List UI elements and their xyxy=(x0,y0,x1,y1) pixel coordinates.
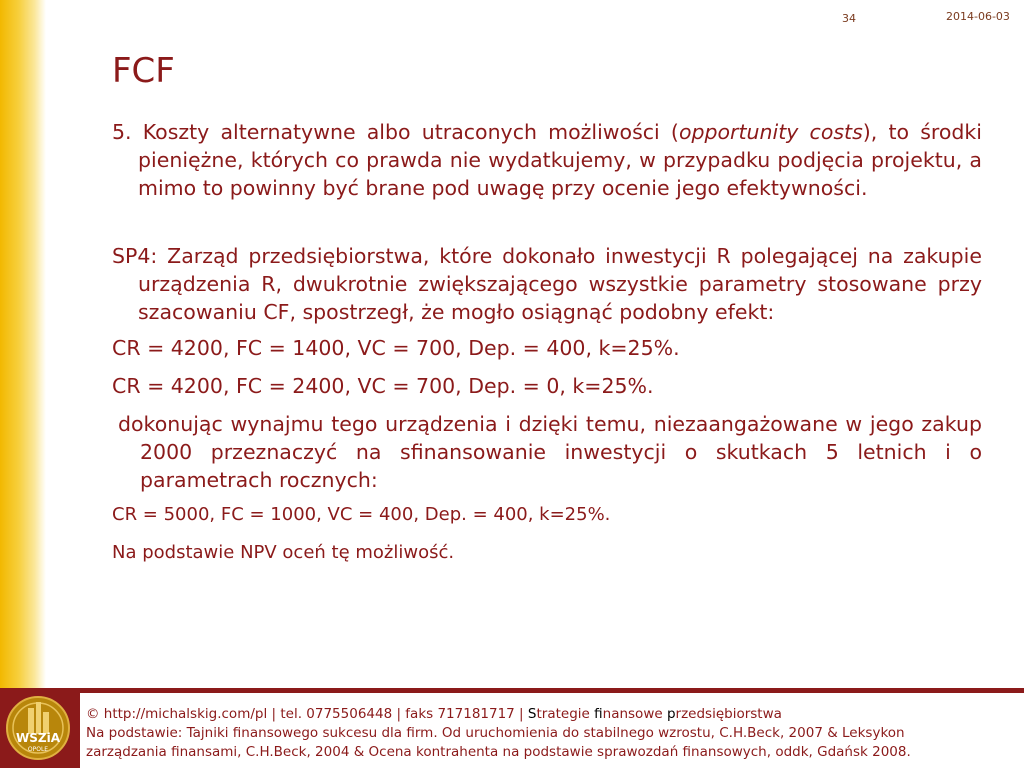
footer-contact xyxy=(86,705,911,724)
footer-p-letter: p xyxy=(666,706,676,722)
footer-s-rest: trategie xyxy=(536,706,595,722)
page-number: 34 xyxy=(842,12,856,25)
slide-content xyxy=(112,118,982,578)
point-5-suffix: ), to środki pieniężne, których co prawda nie wydatkujemy, w przypadku podjęcia projektu, a mimo to powinny być brane pod uwagę przy ocenie jego efektywności. xyxy=(138,120,982,200)
svg-text:OPOLE: OPOLE xyxy=(27,746,49,753)
university-logo xyxy=(0,688,80,768)
footer-f-letter: f xyxy=(594,706,603,722)
svg-text:WSZiA: WSZiA xyxy=(16,731,60,745)
left-accent-band xyxy=(0,0,46,688)
footer-p-rest: rzedsiębiorstwa xyxy=(675,706,782,722)
parameters-line-1: CR = 4200, FC = 1400, VC = 700, Dep. = 400, k=25%. xyxy=(112,336,680,360)
point-5-emphasis: opportunity costs xyxy=(678,120,863,144)
footer-source-1: Na podstawie: Tajniki finansowego sukcesu dla firm. Od uruchomienia do stabilnego wzrostu, C.H.Beck, 2007 & Leksykon xyxy=(86,725,905,741)
point-5-prefix: 5. Koszty alternatywne albo utraconych możliwości ( xyxy=(112,120,679,144)
parameters-line-3: CR = 5000, FC = 1000, VC = 400, Dep. = 400, k=25%. xyxy=(112,504,611,525)
footer-contact-start: © http://michalskig.com/pl | tel. 0775506448 | faks 717181717 | xyxy=(86,706,528,722)
npv-question: Na podstawie NPV oceń tę możliwość. xyxy=(112,542,455,563)
footer-text xyxy=(86,705,911,762)
lease-paragraph: dokonując wynajmu tego urządzenia i dzięki temu, niezaangażowane w jego zakup 2000 przeznaczyć na sfinansowanie inwestycji o skutkach 5 letnich i o parametrach rocznych: xyxy=(118,412,982,492)
footer-s-letter: S xyxy=(527,706,537,722)
footer-panel xyxy=(80,693,1024,768)
footer-f-rest: inansowe xyxy=(602,706,667,722)
footer-bar xyxy=(0,688,1024,768)
footer-source-2: zarządzania finansami, C.H.Beck, 2004 & Ocena kontrahenta na podstawie sprawozdań finansowych, oddk, Gdańsk 2008. xyxy=(86,744,911,760)
slide-date: 2014-06-03 xyxy=(946,10,1010,23)
sp4-paragraph: SP4: Zarząd przedsiębiorstwa, które dokonało inwestycji R polegającej na zakupie urządzenia R, dwukrotnie zwiększającego wszystkie parametry stosowane przy szacowaniu CF, spostrzegł, że mogło osiągnąć podobny efekt: xyxy=(112,244,982,324)
slide-title: FCF xyxy=(112,50,175,91)
point-5 xyxy=(112,118,982,202)
parameters-line-2: CR = 4200, FC = 2400, VC = 700, Dep. = 0, k=25%. xyxy=(112,374,654,398)
